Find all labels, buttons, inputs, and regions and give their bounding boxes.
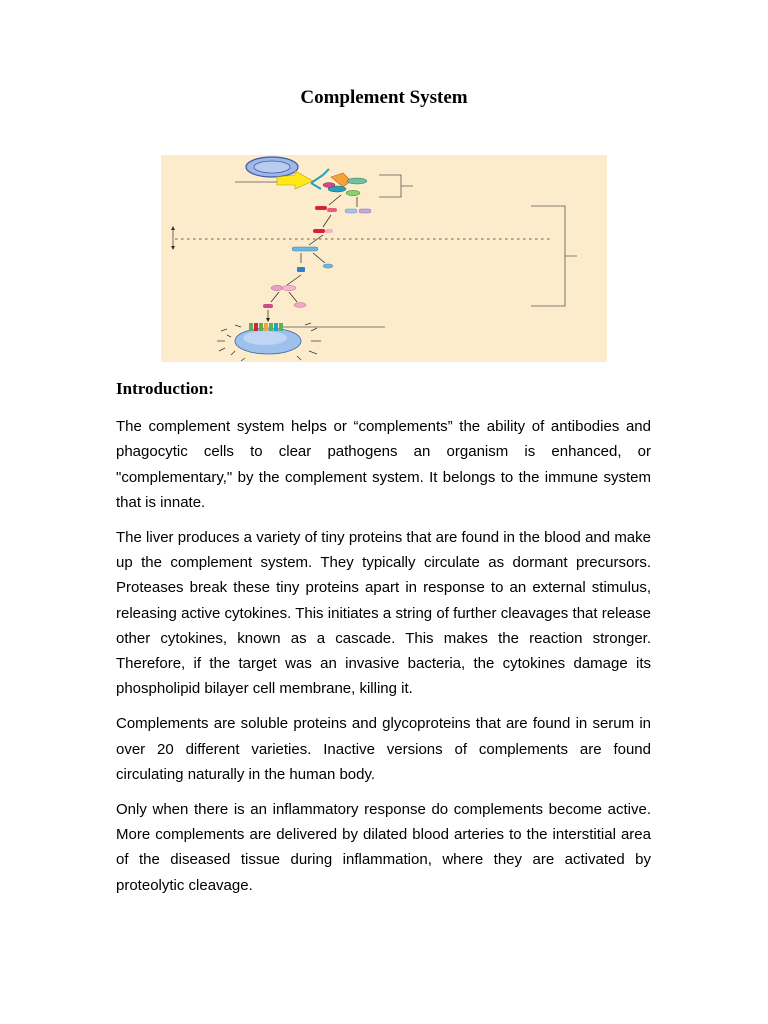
c5-fragments-icon [263,303,306,308]
paragraph: The liver produces a variety of tiny proteins that are found in the blood and make up the complement system. They typically circulate as dormant precursors. Proteases break these tiny proteins apart in response to an external stimulus, releasing active cytokines. This initiates a string of further cleavages that release other cytokines, known as a cascade. This makes the reaction stronger. Therefore, if the target was an invasive bacteria, the cytokines damage its phospholipid bilayer cell membrane, killing it. [116,528,651,698]
c3-fragments-icon [292,247,318,251]
complement-cascade-diagram [161,155,607,362]
double-arrow-icon [171,226,175,250]
document-title: Complement System [300,87,468,108]
paragraph: The complement system helps or “complements” the ability of antibodies and phagocytic cells to clear pathogens an organism is enhanced, or "complementary," by the complement system. It belongs to the immune system that is innate. [116,418,651,511]
c3b-c3a-icon [297,264,333,272]
c3-convertase-icon [313,229,333,233]
paragraph: Only when there is an inflammatory response do complements become active. More complements are delivered by dilated blood arteries to the interstitial area of the diseased tissue during inflammation, where they are activated by proteolytic cleavage. [116,800,651,894]
body-text [116,414,651,907]
membrane-attack-complex-icon [235,323,301,354]
c5-convertase-icon [271,285,296,290]
pathogen-cell-icon [246,157,298,177]
paragraph: Complements are soluble proteins and glycoproteins that are found in serum in over 20 different varieties. Inactive versions of complements are found circulating naturally in the human body. [116,715,651,783]
c4-c2-fragments-icon [315,206,371,213]
section-heading-introduction: Introduction: [116,379,214,398]
c1-complex-icon [311,169,367,196]
